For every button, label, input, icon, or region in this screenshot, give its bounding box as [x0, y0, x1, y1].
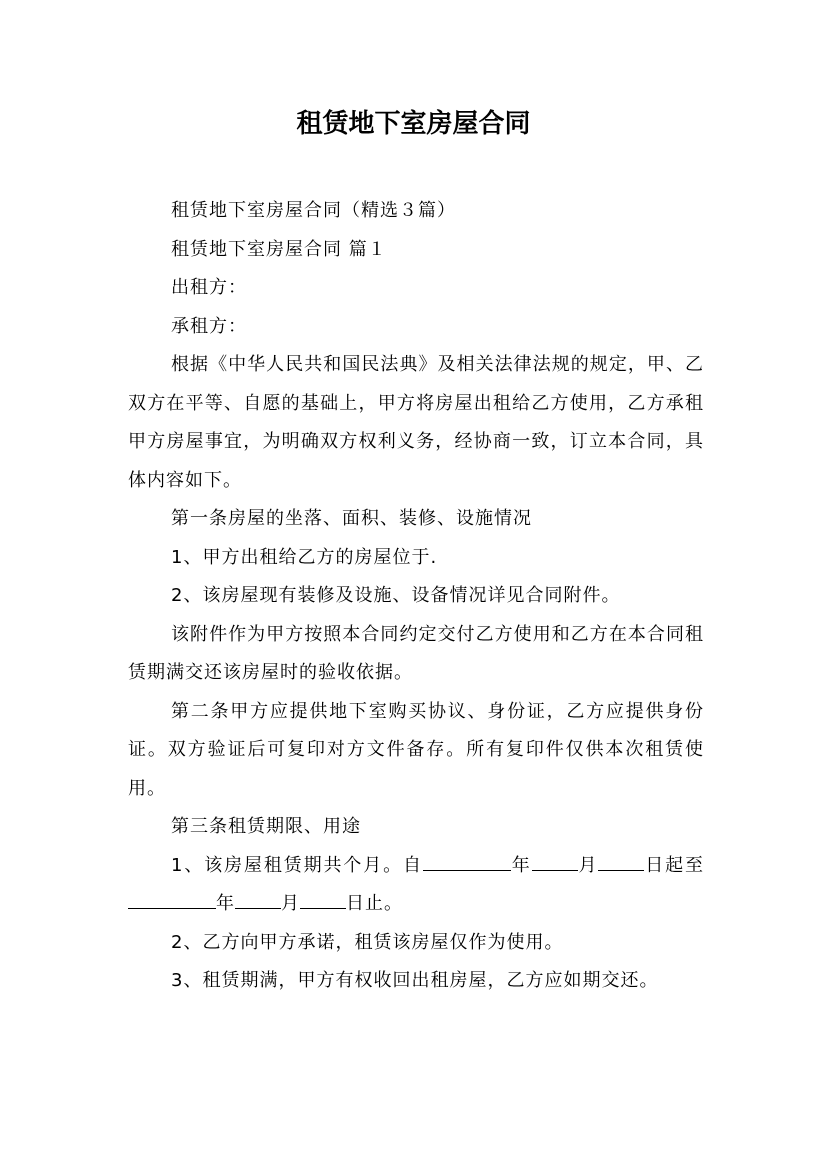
document-body [128, 192, 704, 1001]
paragraph-article-3-item-2: 2、乙方向甲方承诺，租赁该房屋仅作为使用。 [171, 931, 564, 953]
blank-start-year [423, 851, 511, 871]
term-year-label: 年 [510, 854, 532, 876]
paragraph-article-1: 第一条房屋的坐落、面积、装修、设施情况 [171, 508, 532, 529]
blank-end-day [300, 889, 346, 909]
term-end-label: 日止。 [346, 893, 403, 914]
paragraph-lessor: 出租方： [171, 277, 247, 298]
paragraph-attachment-note: 该附件作为甲方按照本合同约定交付乙方使用和乙方在本合同租赁期满交还该房屋时的验收依据。 [128, 623, 704, 683]
blank-end-year [128, 889, 216, 909]
blank-start-month [532, 851, 578, 871]
paragraph-lessee: 承租方： [171, 315, 247, 337]
term-end-month-label: 月 [281, 893, 300, 914]
term-month-label: 月 [577, 854, 599, 876]
paragraph-article-1-item-1: 1、甲方出租给乙方的房屋位于. [171, 546, 438, 568]
blank-end-month [235, 889, 281, 909]
paragraph-article-3-item-3: 3、租赁期满，甲方有权收回出租房屋，乙方应如期交还。 [171, 970, 659, 991]
paragraph-article-3: 第三条租赁期限、用途 [171, 816, 361, 837]
paragraph-article-3-item-1 [128, 847, 704, 924]
paragraph-article-2: 第二条甲方应提供地下室购买协议、身份证，乙方应提供身份证。双方验证后可复印对方文件备存。所有复印件仅供本次租赁使用。 [128, 700, 704, 799]
paragraph-section-heading: 租赁地下室房屋合同 篇１ [171, 238, 387, 260]
term-end-year-label: 年 [216, 893, 235, 914]
paragraph-article-1-item-2: 2、该房屋现有装修及设施、设备情况详见合同附件。 [171, 585, 621, 606]
blank-start-day [598, 851, 644, 871]
paragraph-preamble: 根据《中华人民共和国民法典》及相关法律法规的规定，甲、乙双方在平等、自愿的基础上，甲方将房屋出租给乙方使用，乙方承租甲方房屋事宜，为明确双方权利义务，经协商一致，订立本合同，具体内容如下。 [128, 354, 704, 491]
paragraph-subtitle: 租赁地下室房屋合同（精选３篇） [171, 200, 456, 221]
term-text-start: 1、该房屋租赁期共个月。自 [171, 854, 423, 876]
document-title: 租赁地下室房屋合同 [296, 109, 531, 139]
term-day-label: 日起至 [644, 854, 705, 876]
